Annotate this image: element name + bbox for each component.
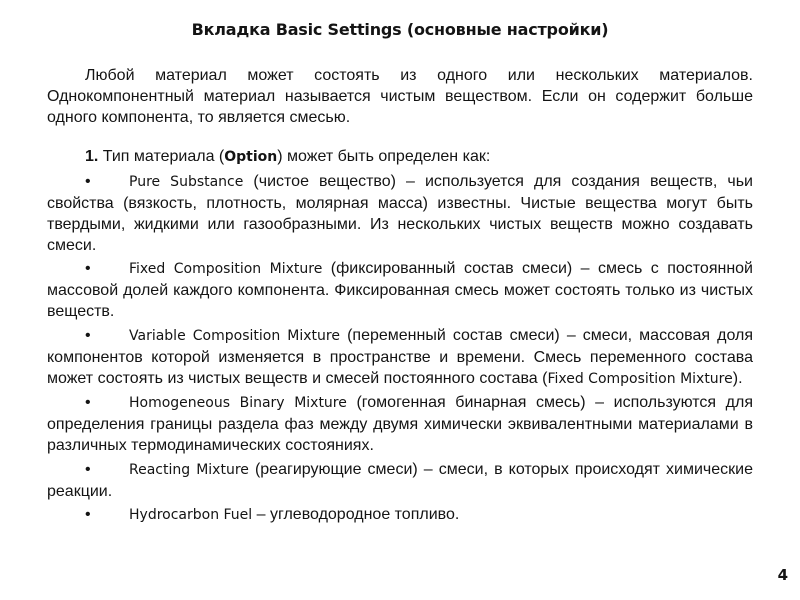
intro-paragraph: Любой материал может состоять из одного или нескольких материалов. Однокомпонентный материал называется чистым веществом. Если он содержит больше одного компонента, то является смесью. (47, 67, 753, 126)
bullet-icon: • (85, 506, 91, 523)
desc-fixed-composition: (фиксированный состав смеси) – смесь с постоянной массовой долей каждого компонента. Фиксированная смесь может состоять только из чистых веществ. (47, 260, 753, 320)
list-item-variable-composition (47, 325, 753, 390)
option-text-post: ) может быть определен как: (277, 148, 491, 165)
bullet-icon: • (85, 460, 91, 478)
bullet-icon: • (85, 326, 91, 344)
term-fixed-composition: Fixed Composition Mixture (129, 261, 323, 277)
slide-title: Вкладка Basic Settings (основные настройки) (191, 20, 609, 39)
bullet-icon: • (85, 394, 91, 411)
term-reacting-mixture: Reacting Mixture (129, 461, 249, 478)
list-item-homogeneous-binary (47, 392, 753, 456)
option-number: 1. (85, 148, 99, 165)
slide-body (47, 65, 753, 529)
list-item-reacting-mixture (47, 459, 753, 502)
bullet-icon: • (85, 260, 91, 277)
term-fixed-composition-ref: Fixed Composition Mixture (547, 370, 733, 387)
list-item-pure-substance (47, 171, 753, 256)
term-hydrocarbon-fuel: Hydrocarbon Fuel (129, 507, 253, 523)
desc-variable-composition: (переменный состав смеси) – смеси, массовая доля компонентов которой изменяется в пространстве и времени. Смесь переменного состава может состоять из чистых веществ и смесей постоянного состава ( (47, 326, 753, 387)
option-text-pre: Тип материала ( (102, 148, 225, 165)
list-item-hydrocarbon-fuel (47, 504, 753, 526)
option-term: Option (224, 149, 278, 165)
term-pure-substance: Pure Substance (129, 173, 244, 190)
bullet-icon: • (85, 172, 91, 190)
option-line (47, 146, 753, 168)
list-item-fixed-composition (47, 258, 753, 322)
desc-variable-composition-tail: ). (732, 369, 743, 387)
desc-homogeneous-binary: (гомогенная бинарная смесь) – используются для определения границы раздела фаз между двумя химически эквивалентными материалами в различных термодинамических состояниях. (47, 394, 753, 454)
term-homogeneous-binary: Homogeneous Binary Mixture (129, 395, 347, 411)
page-number: 4 (777, 566, 788, 584)
desc-reacting-mixture: (реагирующие смеси) – смеси, в которых происходят химические реакции. (47, 460, 753, 500)
term-variable-composition: Variable Composition Mixture (129, 327, 340, 344)
desc-pure-substance: (чистое вещество) – используется для создания веществ, чьи свойства (вязкость, плотность, молярная масса) известны. Чистые вещества могут быть твердыми, жидкими или газообразными. Из нескольких чистых веществ можно создавать смеси. (47, 172, 753, 254)
desc-hydrocarbon-fuel: – углеводородное топливо. (252, 506, 460, 523)
